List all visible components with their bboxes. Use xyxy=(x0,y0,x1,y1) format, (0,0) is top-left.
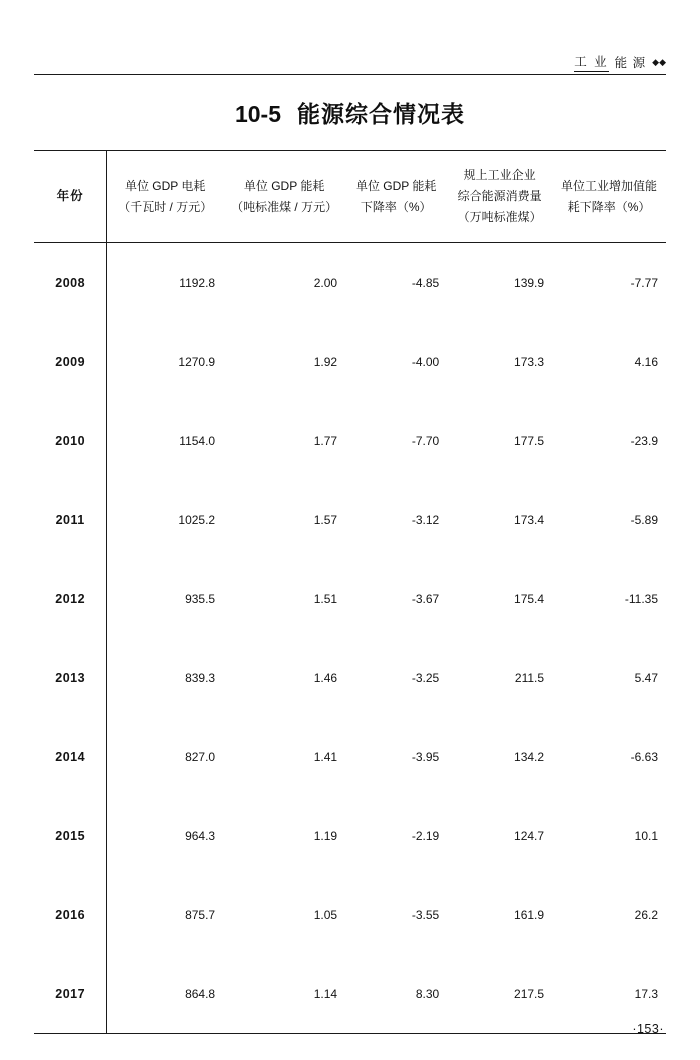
cell-gdp-energy-drop: 8.30 xyxy=(345,954,447,1034)
cell-industrial-energy: 217.5 xyxy=(447,954,552,1034)
cell-value-added-drop: -11.35 xyxy=(624,591,658,606)
cell-gdp-energy: 1.77 xyxy=(313,433,338,448)
table-header xyxy=(34,151,666,243)
column-header-gdp-energy: 单位 GDP 能耗 （吨标准煤 / 万元） xyxy=(223,151,345,243)
cell-value-added-drop: 17.3 xyxy=(552,954,666,1034)
cell-gdp-energy-drop: -2.19 xyxy=(411,828,440,843)
cell-value-added-drop: -6.63 xyxy=(630,749,658,764)
cell-value-added-drop: 4.16 xyxy=(634,354,658,369)
cell-gdp-energy-drop: -4.85 xyxy=(411,275,440,290)
cell-industrial-energy: 177.5 xyxy=(514,433,545,448)
cell-industrial-energy: 211.5 xyxy=(514,670,545,685)
cell-gdp-power: 1154.0 xyxy=(179,433,216,448)
table-row xyxy=(34,875,666,954)
cell-gdp-energy-drop: -3.25 xyxy=(411,670,440,685)
table-row xyxy=(34,954,666,1034)
table-container xyxy=(34,150,666,1034)
table-header-row xyxy=(34,151,666,243)
table-row xyxy=(34,322,666,401)
cell-industrial-energy: 173.3 xyxy=(514,354,545,369)
cell-value-added-drop: 10.1 xyxy=(634,828,658,843)
table-row xyxy=(34,480,666,559)
table-body xyxy=(34,243,666,1034)
cell-year: 2011 xyxy=(34,480,107,559)
cell-value-added-drop: 5.47 xyxy=(634,670,658,685)
cell-gdp-energy: 1.57 xyxy=(313,512,338,527)
cell-gdp-energy-drop: -7.70 xyxy=(411,433,440,448)
cell-gdp-energy-drop: -3.12 xyxy=(411,512,440,527)
cell-year: 2009 xyxy=(34,322,107,401)
table-number: 10-5 xyxy=(234,101,282,127)
energy-summary-table xyxy=(34,150,666,1034)
cell-gdp-energy: 1.19 xyxy=(313,828,338,843)
cell-year: 2010 xyxy=(34,401,107,480)
cell-gdp-power: 875.7 xyxy=(185,907,216,922)
cell-industrial-energy: 175.4 xyxy=(514,591,545,606)
column-header-value-added-drop: 单位工业增加值能 耗下降率（%） xyxy=(552,151,666,243)
cell-industrial-energy: 134.2 xyxy=(514,749,545,764)
table-row xyxy=(34,796,666,875)
cell-year: 2014 xyxy=(34,717,107,796)
column-header-industrial-energy: 规上工业企业 综合能源消费量 （万吨标准煤） xyxy=(447,151,552,243)
running-head xyxy=(574,52,666,72)
cell-industrial-energy: 173.4 xyxy=(514,512,545,527)
cell-gdp-power: 1025.2 xyxy=(178,512,216,527)
cell-gdp-energy: 2.00 xyxy=(313,275,338,290)
cell-gdp-power: 935.5 xyxy=(185,591,216,606)
diamond-marks-icon: ◆◆ xyxy=(652,56,666,67)
cell-gdp-power: 1270.9 xyxy=(178,354,216,369)
cell-industrial-energy: 161.9 xyxy=(514,907,545,922)
table-row xyxy=(34,243,666,323)
cell-year: 2015 xyxy=(34,796,107,875)
cell-gdp-energy: 1.92 xyxy=(313,354,338,369)
cell-value-added-drop: 26.2 xyxy=(634,907,658,922)
cell-year: 2008 xyxy=(34,243,107,323)
cell-gdp-power: 839.3 xyxy=(185,670,216,685)
cell-gdp-energy: 1.51 xyxy=(313,591,338,606)
cell-industrial-energy: 124.7 xyxy=(514,828,545,843)
cell-gdp-energy: 1.05 xyxy=(313,907,338,922)
cell-value-added-drop: -5.89 xyxy=(630,512,658,527)
running-head-subsection: 能 源 xyxy=(614,55,647,70)
running-head-section: 工 业 xyxy=(574,52,608,72)
cell-industrial-energy: 139.9 xyxy=(514,275,545,290)
header-divider xyxy=(34,74,666,75)
cell-gdp-power: 1192.8 xyxy=(179,275,216,290)
cell-gdp-energy: 1.41 xyxy=(313,749,338,764)
column-header-gdp-energy-drop: 单位 GDP 能耗 下降率（%） xyxy=(345,151,447,243)
cell-year: 2017 xyxy=(34,954,107,1034)
cell-gdp-energy-drop: -4.00 xyxy=(411,354,440,369)
cell-gdp-power: 964.3 xyxy=(185,828,216,843)
table-row xyxy=(34,401,666,480)
cell-gdp-power: 827.0 xyxy=(185,749,216,764)
cell-gdp-energy-drop: -3.55 xyxy=(411,907,440,922)
table-title-text: 能源综合情况表 xyxy=(297,101,466,127)
cell-year: 2013 xyxy=(34,638,107,717)
cell-value-added-drop: -7.77 xyxy=(630,275,658,290)
table-row xyxy=(34,559,666,638)
table-row xyxy=(34,638,666,717)
table-row xyxy=(34,717,666,796)
cell-gdp-energy-drop: -3.95 xyxy=(411,749,440,764)
cell-year: 2012 xyxy=(34,559,107,638)
cell-year: 2016 xyxy=(34,875,107,954)
cell-gdp-energy: 1.46 xyxy=(313,670,338,685)
cell-gdp-energy: 1.14 xyxy=(223,954,345,1034)
page-number: ·153· xyxy=(632,1022,664,1036)
page-title xyxy=(0,96,700,129)
column-header-year: 年份 xyxy=(34,151,107,243)
column-header-gdp-power: 单位 GDP 电耗 （千瓦时 / 万元） xyxy=(107,151,223,243)
cell-value-added-drop: -23.9 xyxy=(630,433,658,448)
cell-gdp-power: 864.8 xyxy=(107,954,223,1034)
cell-gdp-energy-drop: -3.67 xyxy=(411,591,440,606)
